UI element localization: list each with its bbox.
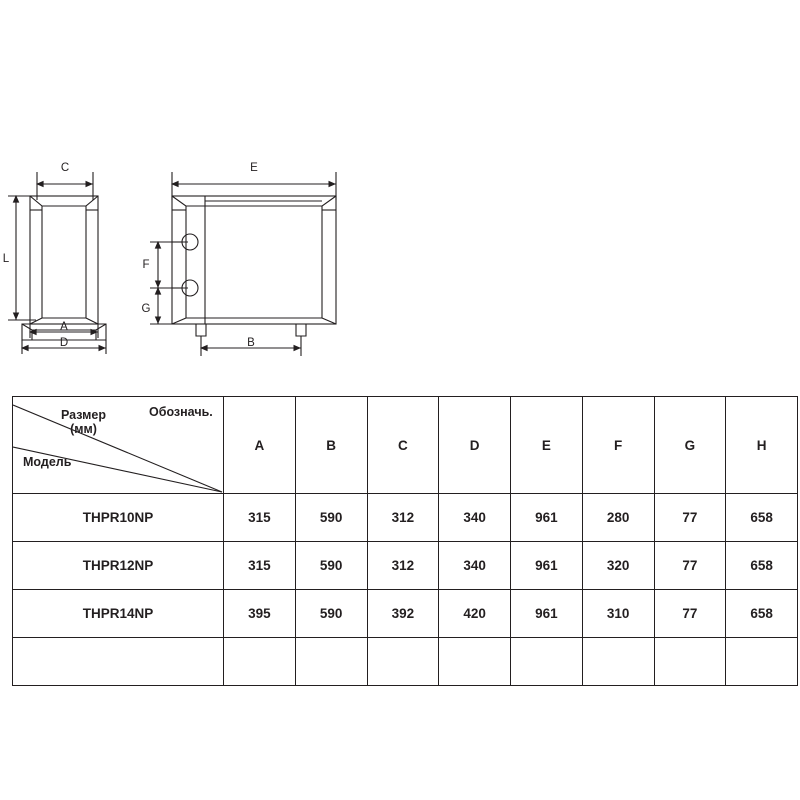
column-header-e: E — [511, 397, 583, 494]
cell-d: 340 — [439, 494, 511, 542]
cell-e-blank — [511, 638, 583, 686]
cell-a: 315 — [224, 494, 296, 542]
column-header-c: C — [367, 397, 439, 494]
cell-g: 77 — [654, 494, 726, 542]
label-d: D — [59, 337, 69, 349]
cell-b: 590 — [295, 494, 367, 542]
cell-f: 320 — [582, 542, 654, 590]
cell-d: 340 — [439, 542, 511, 590]
column-header-h: H — [726, 397, 798, 494]
cell-g: 77 — [654, 590, 726, 638]
corner-model-label: Модель — [23, 455, 72, 469]
corner-size-label: Размер (мм) — [61, 408, 107, 437]
model-name: THPR12NP — [13, 542, 224, 590]
cell-b: 590 — [295, 590, 367, 638]
cell-c: 312 — [367, 542, 439, 590]
dimensions-table — [12, 396, 798, 686]
drawings-svg — [0, 160, 800, 385]
cell-c-blank — [367, 638, 439, 686]
cell-g: 77 — [654, 542, 726, 590]
table-row — [13, 494, 798, 542]
cell-c: 392 — [367, 590, 439, 638]
table-row — [13, 542, 798, 590]
cell-f-blank — [582, 638, 654, 686]
cell-d-blank — [439, 638, 511, 686]
table-header-row — [13, 397, 798, 494]
cell-e: 961 — [511, 494, 583, 542]
label-l: L — [2, 253, 10, 265]
cell-a-blank — [224, 638, 296, 686]
column-header-d: D — [439, 397, 511, 494]
column-header-b: B — [295, 397, 367, 494]
cell-a: 395 — [224, 590, 296, 638]
cell-e: 961 — [511, 590, 583, 638]
label-g: G — [141, 303, 151, 315]
cell-e: 961 — [511, 542, 583, 590]
table-row-blank — [13, 638, 798, 686]
column-header-g: G — [654, 397, 726, 494]
cell-h-blank — [726, 638, 798, 686]
cell-h: 658 — [726, 542, 798, 590]
cell-c: 312 — [367, 494, 439, 542]
label-e: E — [250, 162, 258, 174]
label-a: A — [60, 321, 68, 333]
column-header-f: F — [582, 397, 654, 494]
technical-drawings — [0, 160, 800, 385]
label-c: C — [60, 162, 70, 174]
model-name: THPR10NP — [13, 494, 224, 542]
cell-h: 658 — [726, 590, 798, 638]
corner-size-unit: (мм) — [70, 422, 97, 437]
cell-d: 420 — [439, 590, 511, 638]
table-corner-cell — [13, 397, 224, 494]
cell-a: 315 — [224, 542, 296, 590]
cell-b: 590 — [295, 542, 367, 590]
label-f: F — [142, 259, 150, 271]
cell-g-blank — [654, 638, 726, 686]
cell-f: 310 — [582, 590, 654, 638]
table-row — [13, 590, 798, 638]
label-b: B — [247, 337, 255, 349]
cell-h: 658 — [726, 494, 798, 542]
cell-b-blank — [295, 638, 367, 686]
corner-notation-label: Обозначь. — [149, 405, 213, 419]
cell-f: 280 — [582, 494, 654, 542]
model-name: THPR14NP — [13, 590, 224, 638]
model-name-blank — [13, 638, 224, 686]
column-header-a: A — [224, 397, 296, 494]
